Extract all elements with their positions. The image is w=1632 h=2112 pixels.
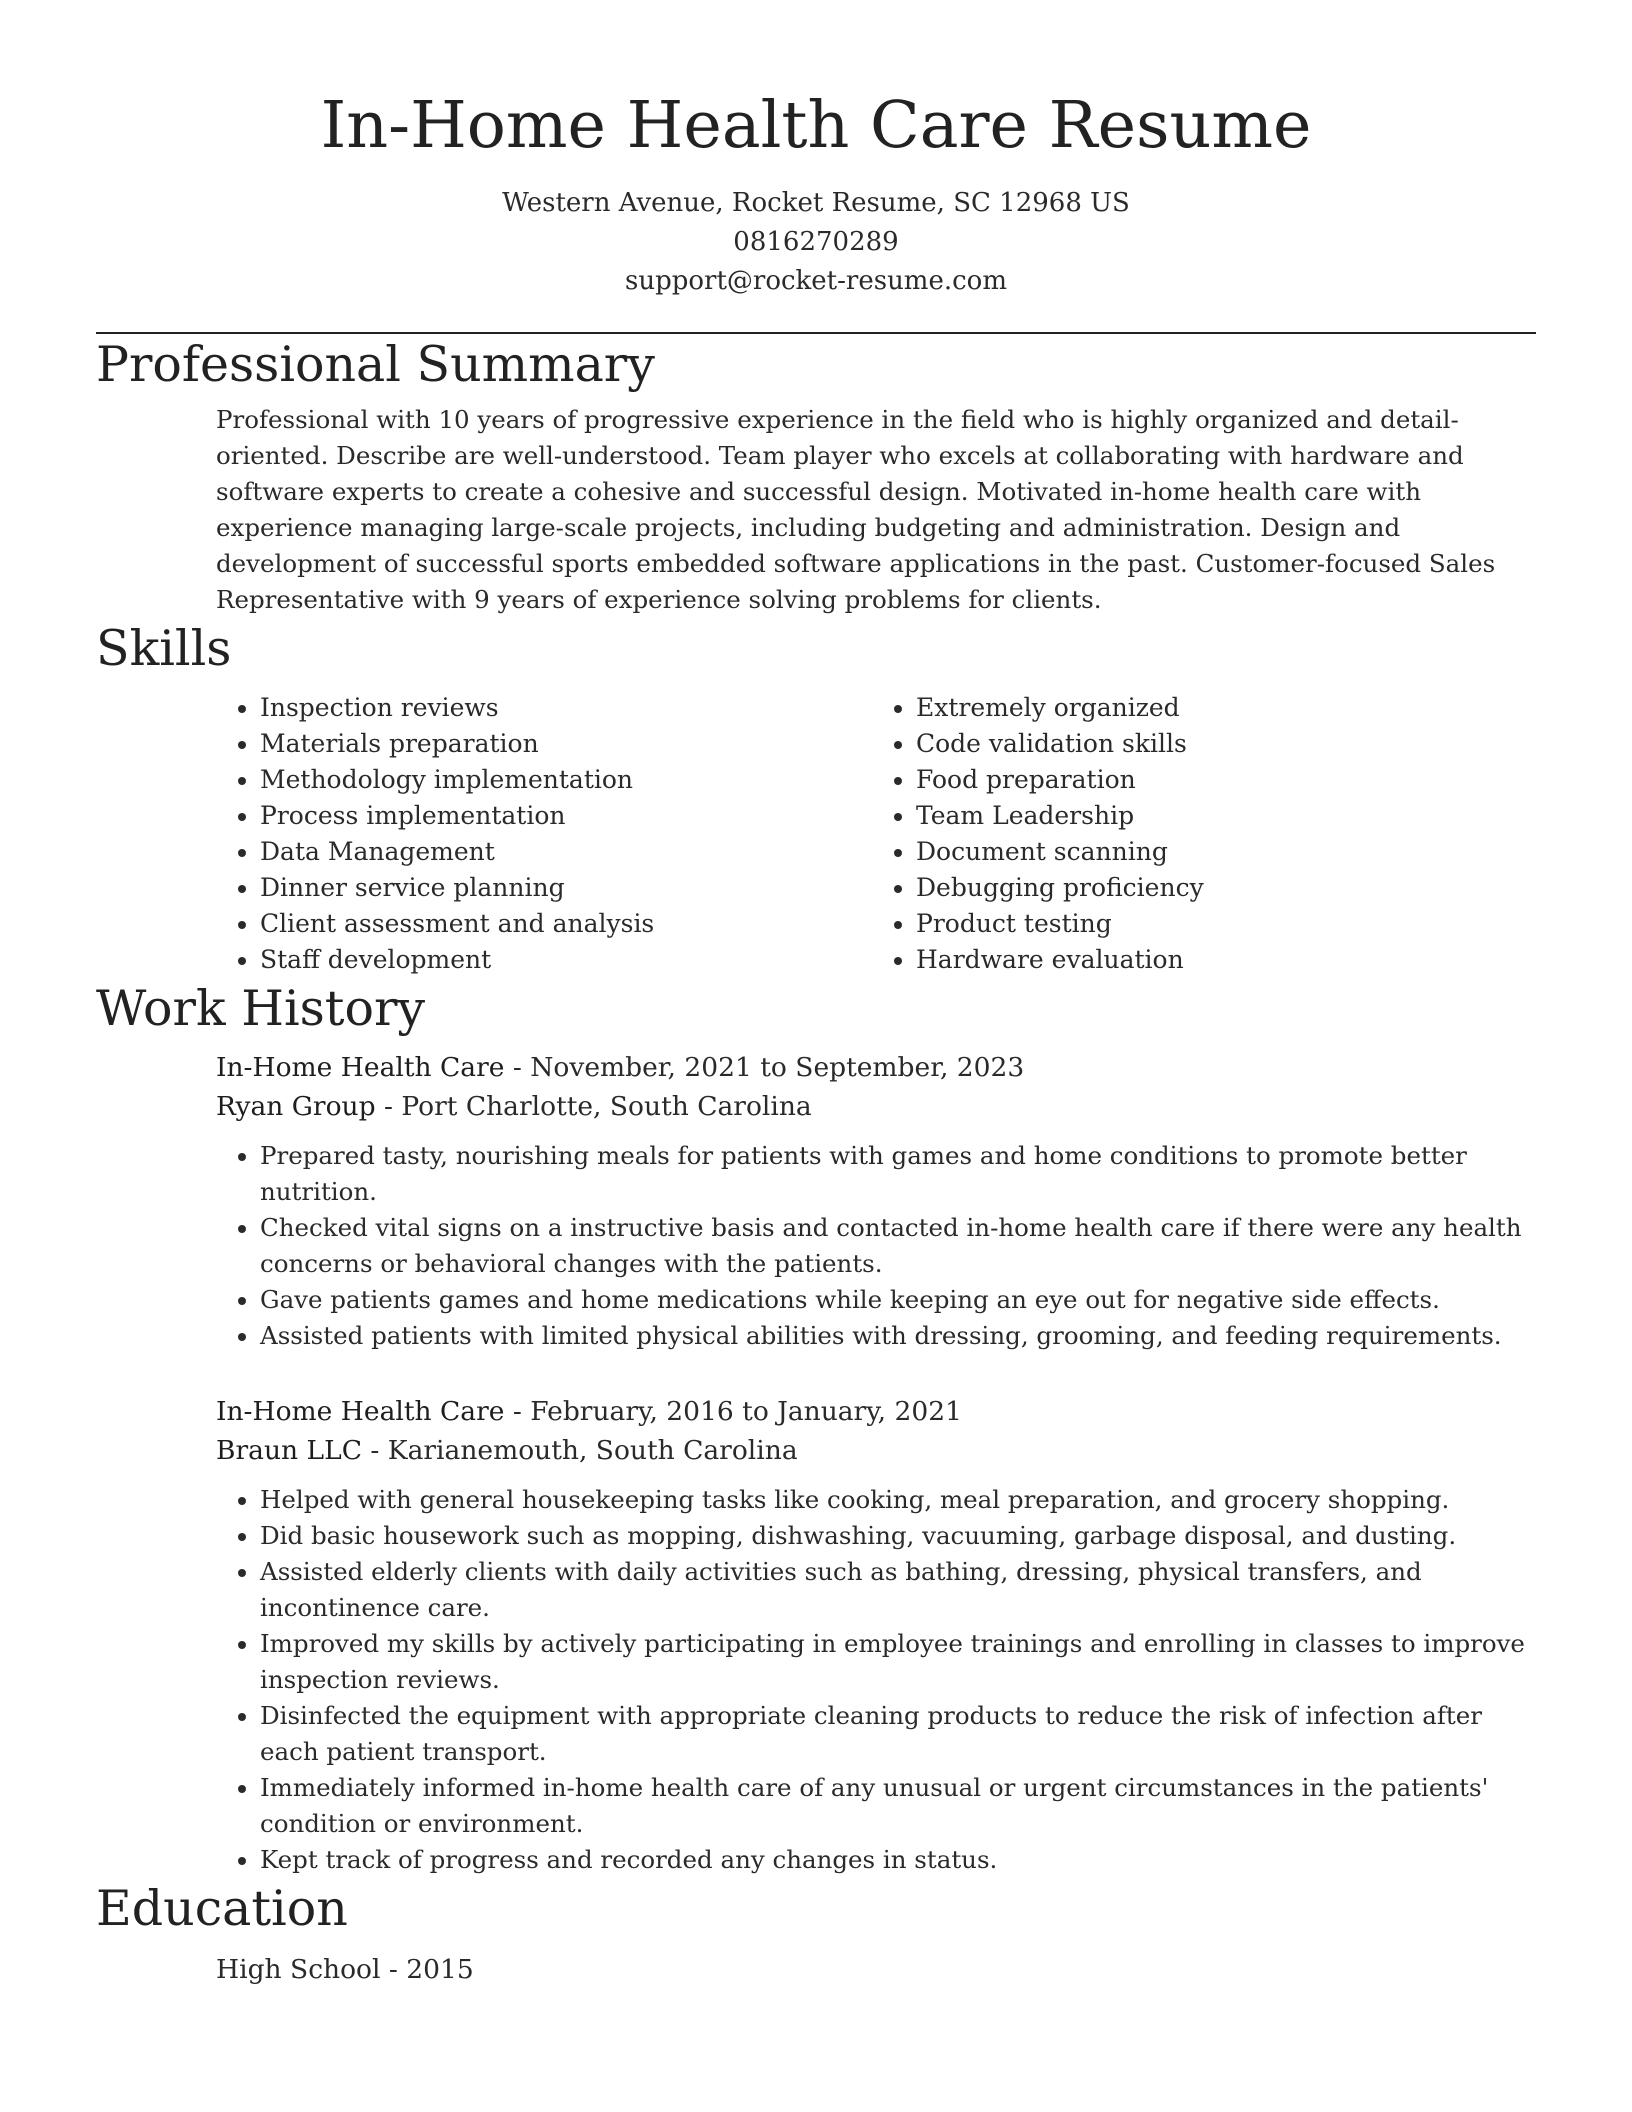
job-company: Ryan Group (216, 1091, 376, 1122)
skill-item: • Code validation skills (916, 726, 1522, 762)
summary-heading: Professional Summary (96, 336, 655, 393)
skill-item: • Food preparation (916, 762, 1522, 798)
job-bullet: • Assisted patients with limited physical abilities with dressing, grooming, and feeding requirements. (260, 1318, 1536, 1354)
job-title-line (216, 1048, 1536, 1087)
contact-info (96, 184, 1536, 301)
skills-list-right (866, 690, 1522, 978)
summary-section (96, 334, 1536, 618)
job-bullets (216, 1482, 1536, 1878)
skill-item: • Debugging proficiency (916, 870, 1522, 906)
education-degree: High School (216, 1954, 381, 1985)
job-bullet: • Assisted elderly clients with daily activities such as bathing, dressing, physical transfers, and incontinence care. (260, 1554, 1536, 1626)
skill-item: • Client assessment and analysis (260, 906, 866, 942)
job-bullet: • Helped with general housekeeping tasks like cooking, meal preparation, and grocery shopping. (260, 1482, 1536, 1518)
skills-list-left (216, 690, 866, 978)
skill-item: • Materials preparation (260, 726, 866, 762)
work-history-heading: Work History (96, 980, 426, 1037)
job-position: In-Home Health Care (216, 1052, 505, 1083)
education-section (96, 1878, 1536, 1989)
contact-address: Western Avenue, Rocket Resume, SC 12968 US (502, 188, 1130, 218)
skill-item: • Methodology implementation (260, 762, 866, 798)
skill-item: • Team Leadership (916, 798, 1522, 834)
job-entry (216, 1392, 1536, 1878)
summary-text: Professional with 10 years of progressive experience in the field who is highly organized and detail-oriented. Describe are well-understood. Team player who excels at collaborating with hardware and software experts to create a cohesive and successful design. Motivated in-home health care with experience managing large-scale projects, including budgeting and administration. Design and development of successful sports embedded software applications in the past. Customer-focused Sales Representative with 9 years of experience solving problems for clients. (216, 405, 1496, 614)
job-dates: - November, 2021 to September, 2023 (504, 1052, 1025, 1083)
job-bullet: • Gave patients games and home medications while keeping an eye out for negative side effects. (260, 1282, 1536, 1318)
job-company-line (216, 1087, 1536, 1126)
job-dates: - February, 2016 to January, 2021 (504, 1396, 962, 1427)
skills-section (96, 618, 1536, 978)
education-heading: Education (96, 1880, 348, 1937)
job-company: Braun LLC (216, 1435, 362, 1466)
job-location: - Karianemouth, South Carolina (361, 1435, 798, 1466)
resume-header (96, 0, 1536, 301)
skill-item: • Inspection reviews (260, 690, 866, 726)
job-bullets (216, 1138, 1536, 1354)
skill-item: • Product testing (916, 906, 1522, 942)
skill-item: • Hardware evaluation (916, 942, 1522, 978)
resume-title: In-Home Health Care Resume (320, 88, 1312, 163)
job-location: - Port Charlotte, South Carolina (375, 1091, 812, 1122)
job-bullet: • Immediately informed in-home health care of any unusual or urgent circumstances in the patients' condition or environment. (260, 1770, 1536, 1842)
skill-item: • Extremely organized (916, 690, 1522, 726)
job-bullet: • Kept track of progress and recorded any changes in status. (260, 1842, 1536, 1878)
contact-email: support@rocket-resume.com (624, 266, 1007, 296)
skill-item: • Document scanning (916, 834, 1522, 870)
education-year: - 2015 (380, 1954, 474, 1985)
job-bullet: • Improved my skills by actively participating in employee trainings and enrolling in classes to improve inspection reviews. (260, 1626, 1536, 1698)
education-entry (216, 1950, 1536, 1989)
skills-columns (216, 690, 1536, 978)
skills-heading: Skills (96, 620, 232, 677)
job-bullet: • Disinfected the equipment with appropriate cleaning products to reduce the risk of infection after each patient transport. (260, 1698, 1536, 1770)
job-bullet: • Prepared tasty, nourishing meals for patients with games and home conditions to promote better nutrition. (260, 1138, 1536, 1210)
job-bullet: • Checked vital signs on a instructive basis and contacted in-home health care if there were any health concerns or behavioral changes with the patients. (260, 1210, 1536, 1282)
job-position: In-Home Health Care (216, 1396, 505, 1427)
work-history-section (96, 978, 1536, 1878)
skill-item: • Staff development (260, 942, 866, 978)
job-entry (216, 1048, 1536, 1354)
job-bullet: • Did basic housework such as mopping, dishwashing, vacuuming, garbage disposal, and dusting. (260, 1518, 1536, 1554)
resume-page (96, 0, 1536, 1989)
job-title-line (216, 1392, 1536, 1431)
contact-phone: 0816270289 (733, 227, 899, 257)
skill-item: • Process implementation (260, 798, 866, 834)
job-company-line (216, 1431, 1536, 1470)
skill-item: • Dinner service planning (260, 870, 866, 906)
skill-item: • Data Management (260, 834, 866, 870)
